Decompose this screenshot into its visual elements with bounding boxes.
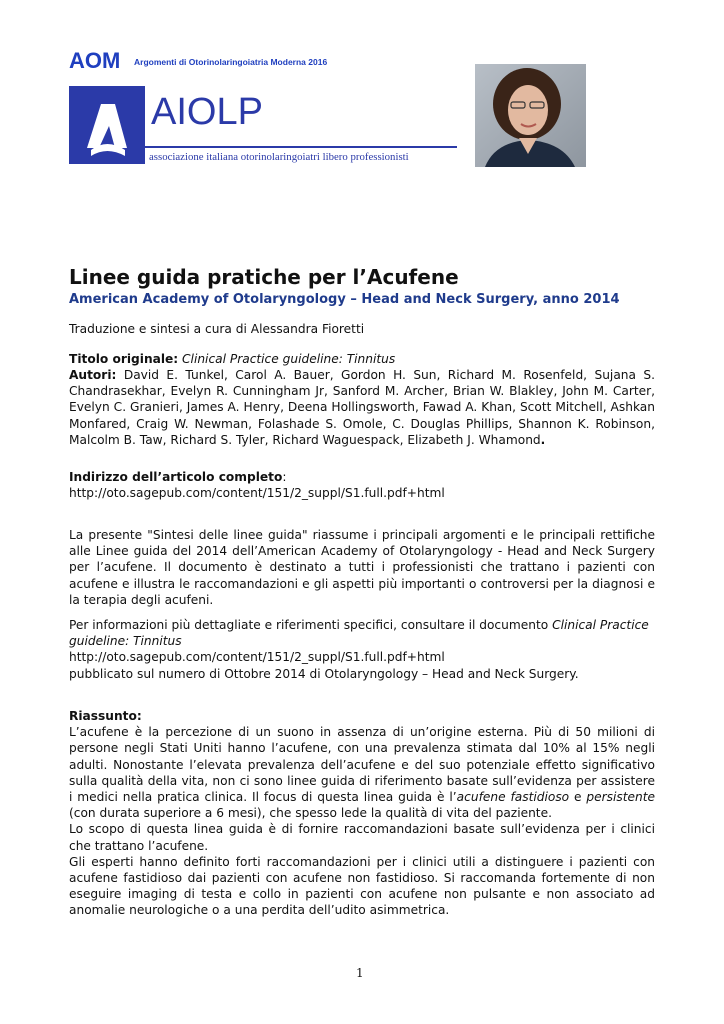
address-colon: :	[282, 470, 287, 484]
summary-p1-em2: persistente	[586, 790, 656, 805]
article-title: Linee guida pratiche per l’Acufene	[69, 265, 459, 289]
summary-section	[69, 708, 655, 919]
more-info-text: Per informazioni più dettagliate e riferimenti specifici, consultare il documento	[69, 618, 553, 632]
more-info-doc: Clinical Practice guideline: Tinnitus	[69, 618, 649, 649]
article-address	[69, 469, 655, 501]
summary-p1-and: e	[569, 790, 587, 805]
summary-p1-end: (con durata superiore a 6 mesi), che spesso lede la qualità di vita del paziente.	[69, 806, 552, 821]
address-label: Indirizzo dell’articolo completo	[69, 470, 283, 484]
author-photo	[475, 64, 586, 167]
original-title-label: Titolo originale:	[69, 352, 179, 366]
page-number: 1	[356, 966, 364, 980]
more-info-url[interactable]: http://oto.sagepub.com/content/151/2_suppl/S1.full.pdf+html	[69, 650, 445, 665]
authors-list: David E. Tunkel, Carol A. Bauer, Gordon H. Sun, Richard M. Rosenfeld, Sujana S. Chandrasekhar, Evelyn R. Cunningham Jr, Sanford M. Archer, Brian W. Blakley, John M. Carter, Evelyn C. Granieri, James A. Henry, Deena Hollingsworth, Fawad A. Khan, Scott Mitchell, Ashkan Monfared, Craig W. Newman, Folashade S. Omole, C. Douglas Phillips, Shannon K. Robinson, Malcolm B. Taw, Richard S. Tyler, Richard Waguespack, Elizabeth J. Whamond	[69, 368, 656, 447]
article-subtitle: American Academy of Otolaryngology – Head and Neck Surgery, anno 2014	[69, 292, 620, 307]
translation-note: Traduzione e sintesi a cura di Alessandra Fioretti	[69, 322, 365, 336]
logo-text: AIOLP	[151, 91, 263, 133]
authors-paragraph	[69, 367, 655, 448]
original-title	[69, 351, 655, 367]
summary-p1-text: L’acufene è la percezione di un suono in assenza di un’origine esterna. Più di 50 milioni di persone negli Stati Uniti hanno l’acufene, con una prevalenza stimata dal 10% al 15% negli adulti. Nonostante l’elevata prevalenza dell’acufene e del suo potenziale effetto significativo sulla qualità della vita, non ci sono linee guida di riferimento basate sull’evidenza per assistere i medici nella pratica clinica. Il focus di questa linea guida è l’	[69, 725, 655, 805]
more-info-paragraph	[69, 617, 655, 682]
journal-full-name: Argomenti di Otorinolaringoiatria Moderna 2016	[134, 57, 328, 67]
address-url[interactable]: http://oto.sagepub.com/content/151/2_suppl/S1.full.pdf+html	[69, 486, 445, 501]
summary-paragraph-2: Lo scopo di questa linea guida è di fornire raccomandazioni basate sull’evidenza per i clinici che trattano l’acufene.	[69, 822, 655, 853]
summary-paragraph-3: Gli esperti hanno definito forti raccomandazioni per i clinici utili a distinguere i pazienti con acufene fastidioso dai pazienti con acufene non fastidioso. Si raccomanda fortemente di non eseguire imaging di testa e collo in pazienti con acufene non pulsante e non associato ad anomalie neurologiche o a una perdita dell’udito asimmetrica.	[69, 854, 655, 918]
logo-subtitle: associazione italiana otorinolaringoiatri libero professionisti	[149, 151, 409, 163]
more-info-publication: pubblicato sul numero di Ottobre 2014 di Otolaryngology – Head and Neck Surgery.	[69, 666, 579, 681]
summary-p1-em1: acufene fastidioso	[456, 790, 570, 805]
journal-abbreviation: AOM	[69, 48, 121, 73]
summary-paragraph-1	[69, 724, 655, 821]
original-title-value: Clinical Practice guideline: Tinnitus	[182, 352, 396, 366]
aiolp-logo	[69, 86, 457, 164]
authors-label: Autori:	[69, 368, 117, 382]
intro-paragraph: La presente "Sintesi delle linee guida" riassume i principali argomenti e le principali rettifiche alle Linee guida del 2014 dell’American Academy of Otolaryngology - Head and Neck Surgery per l’acufene. Il documento è destinato a tutti i professionisti che trattano i pazienti con acufene e illustra le raccomandazioni e gli aspetti più importanti o controversi per la diagnosi e la terapia degli acufeni.	[69, 528, 655, 607]
summary-label: Riassunto:	[69, 709, 142, 723]
authors-end: .	[540, 432, 546, 447]
